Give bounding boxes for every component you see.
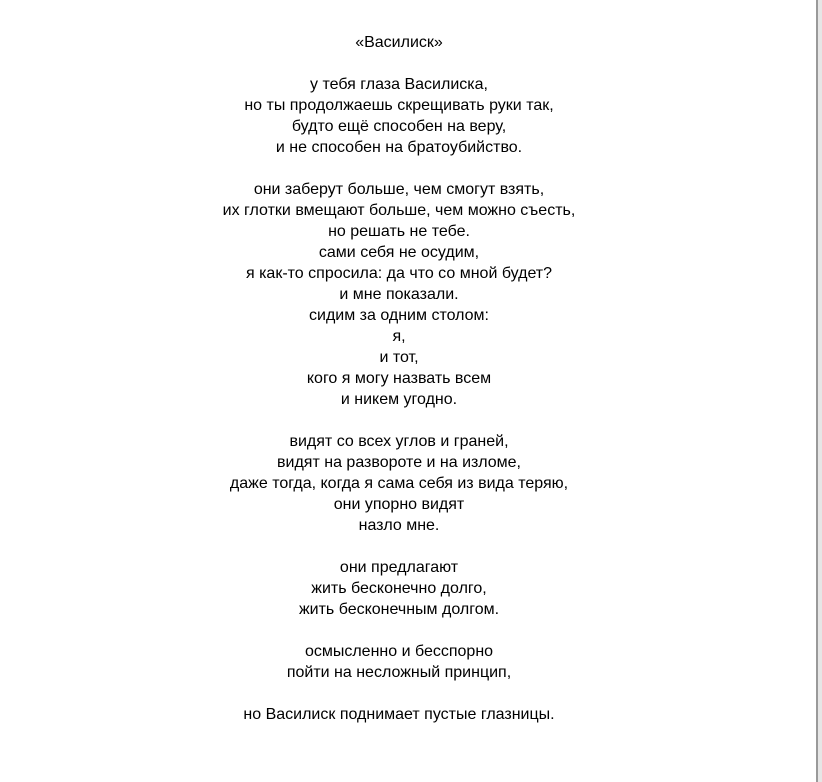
- poem-line: у тебя глаза Василиска,: [310, 76, 488, 93]
- poem-line: и тот,: [379, 349, 419, 366]
- stanza-gap: [0, 683, 798, 704]
- poem-line: видят со всех углов и граней,: [289, 433, 509, 450]
- poem-line: и не способен на братоубийство.: [275, 139, 523, 156]
- poem-line: но решать не тебе.: [328, 223, 470, 240]
- poem-title: «Василиск»: [355, 34, 443, 51]
- poem-line: жить бесконечным долгом.: [298, 601, 500, 618]
- stanza-gap: [0, 620, 798, 641]
- stanza-gap: [0, 536, 798, 557]
- stanza-gap: [0, 410, 798, 431]
- poem-line: они упорно видят: [333, 496, 465, 513]
- poem-line: я как-то спросила: да что со мной будет?: [245, 265, 553, 282]
- poem-line: назло мне.: [358, 517, 440, 534]
- stanza-4: [0, 557, 798, 620]
- poem-line: видят на развороте и на изломе,: [277, 454, 521, 471]
- stanza-5: [0, 641, 798, 683]
- poem-line: будто ещё способен на веру,: [291, 118, 507, 135]
- stanza-1: [0, 74, 798, 158]
- poem-line: они предлагают: [339, 559, 459, 576]
- poem-line: и никем угодно.: [340, 391, 458, 408]
- poem-line: но ты продолжаешь скрещивать руки так,: [244, 97, 554, 114]
- stanza-3: [0, 431, 798, 536]
- poem-line: осмысленно и бесспорно: [304, 643, 494, 660]
- poem-line: жить бесконечно долго,: [311, 580, 487, 597]
- stanza-gap: [0, 158, 798, 179]
- poem-line: даже тогда, когда я сама себя из вида теряю,: [229, 475, 569, 492]
- poem-line: пойти на несложный принцип,: [286, 664, 512, 681]
- poem-line: они заберут больше, чем смогут взять,: [253, 181, 545, 198]
- poem-line: сами себя не осудим,: [318, 244, 480, 261]
- poem: [0, 32, 798, 725]
- stanza-gap: [0, 53, 798, 74]
- poem-line: но Василиск поднимает пустые глазницы.: [243, 706, 555, 723]
- poem-line: кого я могу назвать всем: [306, 370, 492, 387]
- poem-line: их глотки вмещают больше, чем можно съесть,: [222, 202, 576, 219]
- poem-line: я,: [392, 328, 406, 345]
- poem-line: и мне показали.: [339, 286, 459, 303]
- poem-line: сидим за одним столом:: [309, 307, 489, 324]
- page-gutter: [818, 0, 822, 782]
- stanza-2: [0, 179, 798, 410]
- stanza-6: [0, 704, 798, 725]
